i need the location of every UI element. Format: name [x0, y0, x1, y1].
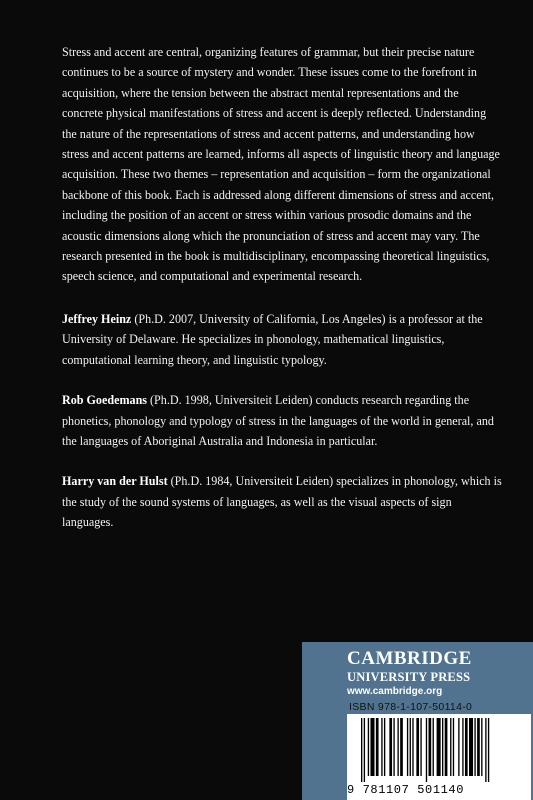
- barcode-bar: [437, 718, 441, 776]
- author-name: Harry van der Hulst: [62, 474, 168, 489]
- barcode-bar: [488, 718, 489, 782]
- barcode-bar: [376, 718, 379, 776]
- author-bio-goedemans: [62, 390, 502, 451]
- publisher-url: www.cambridge.org: [347, 686, 443, 697]
- barcode-bar: [412, 718, 413, 776]
- barcode-bar: [426, 718, 427, 782]
- publisher-block: [302, 642, 533, 800]
- barcode-bar: [462, 718, 463, 776]
- barcode-bar: [433, 718, 434, 776]
- publisher-logo: CAMBRIDGE: [347, 648, 472, 669]
- barcode-bar: [361, 718, 362, 782]
- barcode-bar: [407, 718, 408, 776]
- author-bio-text: (Ph.D. 1998, Universiteit Leiden) conducts research regarding the phonetics, phonology and typology of stress in the languages of the world in general, and the languages of Aboriginal Australia and Indonesia in particular.: [62, 393, 494, 448]
- barcode-bar: [410, 718, 411, 776]
- isbn-label: ISBN 978-1-107-50114-0: [349, 701, 473, 713]
- barcode-bar: [485, 718, 486, 782]
- barcode-bar: [477, 718, 480, 776]
- barcode-bars: [347, 714, 531, 784]
- barcode-bar: [397, 718, 398, 776]
- barcode-bar: [458, 718, 459, 776]
- barcode-bar: [474, 718, 475, 776]
- barcode-bar: [469, 718, 473, 776]
- author-bio-text: (Ph.D. 2007, University of California, Los Angeles) is a professor at the University of Delaware. He specializes in phonology, mathematical linguistics, computational learning theory, and linguistic typology.: [62, 311, 483, 367]
- barcode-bar: [381, 718, 382, 776]
- author-bio-text: (Ph.D. 1984, Universiteit Leiden) specializes in phonology, which is the study of the sound systems of languages, as well as the visual aspects of sign languages.: [62, 474, 502, 530]
- barcode-bar: [481, 718, 482, 776]
- barcode: [347, 714, 531, 800]
- barcode-bar: [393, 718, 394, 776]
- barcode-bar: [384, 718, 385, 776]
- barcode-bar: [450, 718, 451, 776]
- barcode-bar: [445, 718, 448, 776]
- barcode-bar: [400, 718, 403, 776]
- author-name: Rob Goedemans: [62, 393, 147, 408]
- barcode-bar: [465, 718, 468, 776]
- publisher-subname: UNIVERSITY PRESS: [347, 670, 471, 684]
- author-bio-van-der-hulst: [62, 471, 502, 532]
- barcode-digits: 9 781107 501140: [347, 783, 465, 797]
- barcode-bar: [368, 718, 369, 776]
- barcode-bar: [453, 718, 454, 776]
- barcode-bar: [364, 718, 365, 782]
- book-summary: Stress and accent are central, organizing features of grammar, but their precise nature continues to be a source of mystery and wonder. These issues come to the forefront in acquisition, where the tension between the abstract mental representations and the concrete physical manifestations of stress and accent is deeply reflected. Understanding the nature of the representations of stress and accent patterns, and understanding how stress and accent patterns are learned, informs all aspects of linguistic theory and language acquisition. These two themes – representation and acquisition – form the organizational backbone of this book. Each is addressed along different dimensions of stress and accent, including the position of an accent or stress within various prosodic domains and the acoustic dimensions along which the pronunciation of stress and accent may vary. The research presented in the book is multidisciplinary, encompassing theoretical linguistics, speech science, and computational and experimental research.: [62, 45, 500, 284]
- barcode-bar: [442, 718, 443, 776]
- barcode-bar: [370, 718, 374, 776]
- author-bio-heinz: [62, 309, 502, 370]
- author-name: Jeffrey Heinz: [62, 311, 132, 326]
- barcode-bar: [389, 718, 392, 776]
- barcode-bar: [420, 718, 421, 776]
- barcode-bar: [416, 718, 419, 776]
- barcode-bar: [429, 718, 432, 776]
- back-cover-text: [62, 42, 502, 553]
